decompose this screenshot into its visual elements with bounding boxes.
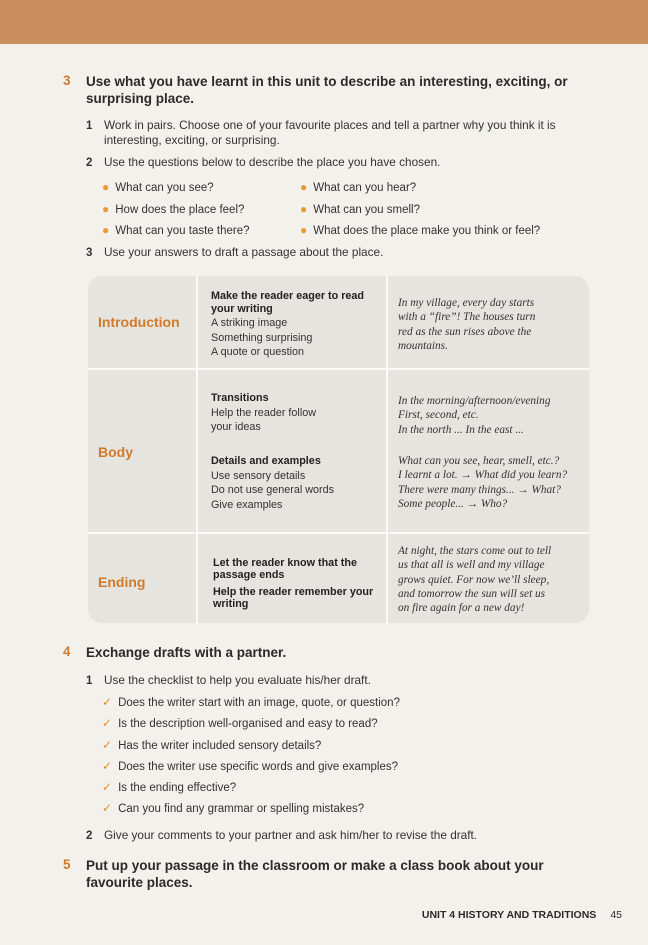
row-divider	[88, 368, 589, 370]
list-item: ✓ Does the writer start with an image, quote, or question?	[102, 695, 400, 709]
task-3-step-1-text: Work in pairs. Choose one of your favourite places and tell a partner why you think it is interesting, exciting, or surprising.	[104, 118, 556, 147]
page-footer	[422, 909, 622, 921]
column-divider	[196, 276, 198, 623]
bullet-dot-icon: ●	[102, 180, 110, 194]
questions-right	[300, 177, 540, 242]
checkmark-icon: ✓	[102, 801, 113, 816]
bullet-dot-icon: ●	[102, 201, 110, 216]
evaluation-checklist	[102, 692, 400, 820]
questions-left	[102, 177, 250, 242]
task-3-step-3-num: 3	[86, 247, 93, 259]
body-example-transitions: In the morning/afternoon/evening First, second, etc. In the north ... In the east ...	[398, 395, 551, 436]
list-item: ✓ Has the writer included sensory details?	[102, 737, 322, 752]
introduction-example: In my village, every day starts with a “fire”! The houses turn red as the sun rises above the mountains.	[398, 297, 536, 352]
unit-title: UNIT 4 HISTORY AND TRADITIONS	[421, 909, 597, 921]
task-3-step-2-num: 2	[86, 157, 93, 169]
list-item: ● What does the place make you think or feel?	[300, 223, 541, 237]
checkmark-icon: ✓	[102, 737, 113, 752]
list-item: ● What can you taste there?	[102, 223, 250, 237]
task-3-step-1: 1	[86, 120, 93, 132]
introduction-guidance: Make the reader eager to read your writing A striking image Something surprising A quote or question	[211, 290, 365, 358]
task-4-step-1-text: Use the checklist to help you evaluate his/her draft.	[104, 673, 371, 687]
column-divider	[386, 276, 388, 623]
writing-structure-table	[88, 276, 589, 623]
task-4-step-2-num: 2	[86, 830, 93, 842]
list-item: ✓ Does the writer use specific words and give examples?	[102, 758, 399, 773]
task-3-step-3-text: Use your answers to draft a passage about the place.	[104, 245, 384, 259]
task-3-step-2-text: Use the questions below to describe the place you have chosen.	[104, 155, 441, 169]
checkmark-icon: ✓	[102, 695, 113, 709]
top-color-band	[0, 0, 648, 44]
checkmark-icon: ✓	[102, 716, 113, 731]
list-item: ● What can you see?	[102, 180, 214, 194]
bullet-dot-icon: ●	[300, 180, 308, 194]
list-item: ✓ Can you find any grammar or spelling mistakes?	[102, 801, 365, 816]
ending-example: At night, the stars come out to tell us that all is well and my village grows quiet. For now we’ll sleep, and tomorrow the sun will set us on fire again for a new day!	[398, 545, 552, 615]
body-example-details: What can you see, hear, smell, etc.? I learnt a lot. → What did you learn? There were many things... → What? Some people... → Who?	[398, 455, 568, 510]
task-4-title: Exchange drafts with a partner.	[86, 645, 287, 660]
body-details: Details and examples Use sensory details Do not use general words Give examples	[211, 455, 335, 511]
row-divider	[88, 532, 589, 534]
task-3-title: Use what you have learnt in this unit to describe an interesting, exciting, or surprising place.	[86, 74, 568, 106]
body-transitions: Transitions Help the reader follow your ideas	[211, 392, 317, 433]
bullet-dot-icon: ●	[102, 223, 110, 237]
row-label-body: Body	[98, 444, 133, 460]
checkmark-icon: ✓	[102, 780, 113, 795]
bullet-dot-icon: ●	[300, 201, 308, 216]
task-4-step-2-text: Give your comments to your partner and ask him/her to revise the draft.	[104, 828, 478, 842]
bullet-dot-icon: ●	[300, 223, 308, 237]
row-label-introduction: Introduction	[98, 314, 180, 330]
ending-guidance: Let the reader know that the passage ends Help the reader remember your writing	[213, 557, 374, 610]
task-5-title: Put up your passage in the classroom or make a class book about your favourite places.	[86, 858, 544, 890]
page-number: 45	[610, 909, 622, 921]
list-item: ● How does the place feel?	[102, 201, 245, 216]
list-item: ● What can you smell?	[300, 201, 420, 216]
list-item: ✓ Is the description well-organised and easy to read?	[102, 716, 378, 731]
task-4-number: 4	[63, 644, 71, 659]
task-3-number: 3	[63, 73, 71, 88]
task-4-step-1-num: 1	[86, 675, 93, 687]
checkmark-icon: ✓	[102, 758, 113, 773]
task-5-number: 5	[63, 857, 71, 872]
row-label-ending: Ending	[98, 574, 146, 590]
list-item: ● What can you hear?	[300, 180, 417, 194]
list-item: ✓ Is the ending effective?	[102, 780, 237, 795]
